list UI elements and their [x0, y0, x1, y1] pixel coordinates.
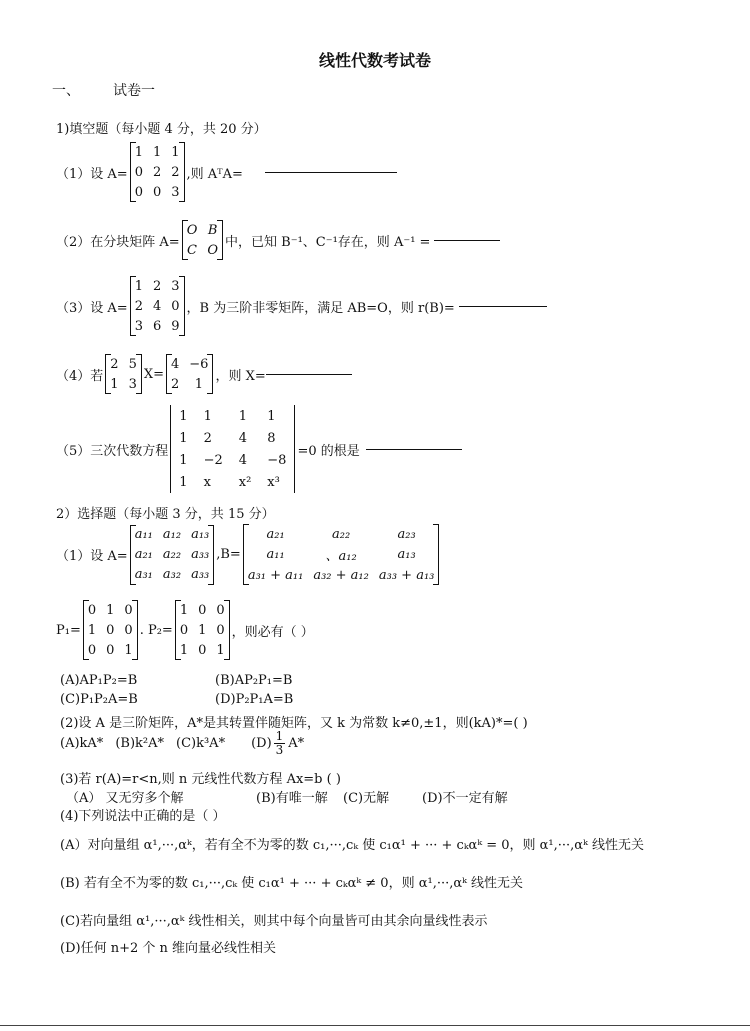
matrix-cell: 0 [87, 642, 97, 658]
matrix-row [175, 620, 230, 640]
matrix-cell: 4 [152, 298, 162, 314]
choice-q3-option-b: (B)有唯一解 [256, 791, 328, 806]
fill-q1-prefix: （1）设 A= [56, 166, 128, 182]
choice-q1-p-matrices [56, 600, 314, 660]
choice-q1-mid: ,B= [216, 547, 241, 562]
matrix-cell: a₁₂ [162, 527, 182, 542]
fill-q1-suffix: ,则 AᵀA= [186, 166, 243, 182]
choice-q1-option-a: (A)AP₁P₂=B [60, 673, 138, 688]
matrix-row [166, 354, 213, 374]
choice-q1-p2-label: . P₂= [139, 622, 173, 638]
matrix-cell: a₃₂ + a₁₂ [313, 567, 369, 583]
matrix-cell: 1 [87, 622, 97, 638]
matrix-cell: 1 [238, 408, 248, 424]
matrix-row [182, 220, 223, 240]
choice-q4-option-c: (C)若向量组 α¹,···,αᵏ 线性相关，则其中每个向量皆可由其余向量线性表示 [60, 914, 488, 929]
choice-q1-tail: ，则必有（ ） [231, 624, 314, 640]
choice-q1-option-c: (C)P₁P₂A=B [60, 692, 138, 707]
matrix-cell: a₂₁ [134, 547, 153, 562]
matrix-cell: O [186, 222, 198, 238]
choice-q2-option-d: (D) [251, 736, 272, 751]
matrix-cell: 、a₁₂ [325, 549, 357, 564]
fraction-numerator: 1 [275, 729, 284, 743]
matrix-cell: 6 [152, 318, 162, 334]
fill-q2-blank [434, 240, 500, 241]
matrix-row [130, 316, 185, 336]
choice-q1-matrices [56, 524, 441, 585]
matrix-cell: 3 [171, 184, 180, 200]
matrix-cell: a₃₃ [191, 547, 210, 562]
matrix-cell: 1 [179, 474, 188, 490]
choice-q1-option-b: (B)AP₂P₁=B [215, 673, 293, 688]
matrix-row [130, 276, 185, 296]
choice-q2-option-a: (A)kA* [60, 736, 104, 751]
choice-q1-p1-matrix [83, 600, 138, 660]
matrix-row [130, 565, 215, 585]
matrix-cell: x [203, 474, 211, 490]
choice-q4-option-d: (D)任何 n+2 个 n 维向量必线性相关 [60, 941, 277, 956]
matrix-cell: x³ [267, 474, 280, 490]
section-number: 一、 [52, 83, 80, 99]
matrix-cell: 2 [171, 376, 180, 392]
fill-q5-prefix: （5）三次代数方程 [56, 443, 169, 459]
matrix-cell: 1 [267, 408, 276, 424]
matrix-cell: 1 [134, 278, 143, 294]
matrix-cell: a₁₁ [266, 547, 285, 562]
matrix-row [182, 240, 223, 260]
fill-q4-prefix: （4）若 [56, 368, 104, 384]
matrix-row [243, 544, 440, 565]
matrix-cell: 1 [179, 602, 189, 618]
choice-q4-text: (4)下列说法中正确的是（ ） [60, 809, 226, 824]
matrix-cell: −2 [203, 452, 223, 468]
fill-q4-matrix-left [105, 354, 142, 394]
fill-q5 [56, 405, 462, 493]
matrix-row [171, 427, 294, 449]
choice-q4-option-a: (A）对向量组 α¹,···,αᵏ，若有全不为零的数 c₁,···,cₖ 使 c₁α¹ + ··· + cₖαᵏ = 0，则 α¹,···,αᵏ 线性无关 [60, 838, 644, 853]
matrix-row [130, 142, 185, 162]
fill-q5-suffix: =0 的根是 [297, 443, 360, 459]
matrix-row [175, 640, 230, 660]
fill-q4 [56, 354, 352, 394]
matrix-cell: 3 [134, 318, 143, 334]
choice-q4-option-b: (B) 若有全不为零的数 c₁,···,cₖ 使 c₁α¹ + ··· + cₖαᵏ ≠ 0，则 α¹,···,αᵏ 线性无关 [60, 876, 524, 891]
matrix-cell: 1 [179, 642, 189, 658]
fill-q5-blank [366, 449, 462, 450]
choice-q1-option-d: (D)P₂P₁A=B [215, 692, 294, 707]
matrix-row [166, 374, 213, 394]
fill-q1 [56, 142, 397, 202]
matrix-row [130, 545, 215, 565]
matrix-cell: 1 [152, 144, 162, 160]
matrix-cell: 2 [134, 298, 143, 314]
matrix-cell: 0 [106, 622, 115, 638]
matrix-cell: 0 [179, 622, 189, 638]
matrix-cell: a₁₁ [134, 527, 153, 542]
matrix-row [171, 405, 294, 427]
matrix-cell: B [207, 222, 218, 238]
matrix-cell: a₃₂ [162, 567, 182, 582]
choice-q2-fraction [274, 730, 286, 757]
scan-edge-line [0, 1025, 750, 1026]
matrix-cell: 4 [171, 356, 180, 372]
matrix-cell: 1 [198, 622, 207, 638]
matrix-cell: a₃₃ + a₁₃ [378, 567, 435, 583]
matrix-cell: a₃₁ + a₁₁ [247, 567, 304, 583]
matrix-row [130, 162, 185, 182]
matrix-cell: 1 [179, 430, 188, 446]
matrix-cell: 8 [267, 430, 276, 446]
fill-q2 [56, 220, 500, 260]
choice-q1-prefix: （1）设 A= [56, 549, 128, 564]
fill-q1-blank [265, 172, 397, 173]
matrix-cell: 1 [194, 376, 203, 392]
choice-q3-text: (3)若 r(A)=r<n,则 n 元线性代数方程 Ax=b ( ) [60, 772, 341, 787]
fill-q4-mid: X= [143, 366, 164, 382]
matrix-cell: 1 [216, 642, 225, 658]
matrix-cell: 5 [128, 356, 137, 372]
matrix-cell: 0 [216, 622, 225, 638]
matrix-cell: 0 [198, 642, 207, 658]
choice-q1-p2-matrix [175, 600, 230, 660]
matrix-cell: 2 [152, 278, 162, 294]
matrix-cell: 0 [198, 602, 207, 618]
matrix-cell: 4 [238, 452, 248, 468]
fill-q4-matrix-right [166, 354, 213, 394]
matrix-cell: a₁₃ [191, 527, 210, 542]
matrix-cell: 2 [152, 164, 162, 180]
matrix-cell: 0 [124, 602, 133, 618]
choice-q1-matrix-a [130, 525, 215, 585]
matrix-cell: 1 [124, 642, 133, 658]
fill-q3-matrix [130, 276, 185, 336]
matrix-row [83, 640, 138, 660]
matrix-row [83, 620, 138, 640]
matrix-cell: 2 [110, 356, 119, 372]
fill-q2-suffix: 中，已知 B⁻¹、C⁻¹存在，则 A⁻¹ = [225, 234, 431, 250]
matrix-cell: a₁₃ [397, 547, 416, 562]
fill-q4-blank [266, 374, 352, 375]
matrix-cell: 0 [171, 298, 180, 314]
matrix-cell: 2 [171, 164, 180, 180]
matrix-cell: a₂₂ [162, 547, 182, 562]
fill-q3-blank [459, 306, 547, 307]
choice-q1-matrix-b [243, 524, 440, 585]
matrix-row [130, 182, 185, 202]
choice-q2-text: (2)设 A 是三阶矩阵，A*是其转置伴随矩阵，又 k 为常数 k≠0,±1，则(kA)*=( ) [60, 716, 528, 731]
matrix-row [243, 565, 440, 585]
matrix-cell: 1 [106, 602, 115, 618]
matrix-cell: 0 [124, 622, 133, 638]
matrix-cell: 0 [152, 184, 162, 200]
fill-q3 [56, 276, 547, 336]
fill-q3-suffix: ，B 为三阶非零矩阵，满足 AB=O，则 r(B)= [186, 300, 455, 316]
matrix-cell: a₃₃ [191, 567, 210, 582]
matrix-cell: 0 [216, 602, 225, 618]
fill-q1-matrix [130, 142, 185, 202]
matrix-cell: 1 [179, 452, 188, 468]
matrix-row [130, 296, 185, 316]
page-title: 线性代数考试卷 [318, 51, 431, 70]
choice-q2-option-c: (C)k³A* [176, 736, 226, 751]
fill-q5-determinant [170, 405, 295, 493]
matrix-cell: 3 [128, 376, 137, 392]
fill-q4-suffix: ，则 X= [215, 368, 266, 384]
matrix-cell: 9 [171, 318, 180, 334]
choice-q3-option-d: (D)不一定有解 [422, 791, 508, 806]
choice-q3-option-a: （A） 又无穷多个解 [66, 791, 184, 806]
matrix-cell: 1 [203, 408, 212, 424]
fill-heading: 1)填空题（每小题 4 分，共 20 分） [56, 122, 267, 137]
matrix-cell: −8 [267, 452, 287, 468]
fill-q2-prefix: （2）在分块矩阵 A= [56, 234, 180, 250]
matrix-row [105, 354, 142, 374]
matrix-cell: 0 [106, 642, 115, 658]
matrix-cell: a₂₂ [332, 526, 351, 542]
matrix-cell: −6 [189, 356, 209, 372]
fill-q3-prefix: （3）设 A= [56, 300, 128, 316]
matrix-cell: 2 [203, 430, 212, 446]
choice-q1-p1-label: P₁= [56, 622, 81, 638]
matrix-cell: 0 [134, 164, 143, 180]
matrix-cell: 0 [134, 184, 143, 200]
matrix-cell: 3 [171, 278, 180, 294]
matrix-cell: a₂₃ [397, 526, 416, 542]
section-name: 试卷一 [113, 83, 155, 99]
matrix-cell: 4 [238, 430, 248, 446]
choice-q2-fraction-tail: A* [288, 736, 305, 751]
fill-q2-matrix [182, 220, 223, 260]
matrix-cell: a₂₁ [266, 526, 285, 542]
matrix-cell: 1 [171, 144, 180, 160]
choice-q3-option-c: (C)无解 [343, 791, 390, 806]
matrix-cell: 1 [110, 376, 119, 392]
choice-heading: 2）选择题（每小题 3 分，共 15 分） [56, 507, 275, 522]
matrix-cell: C [187, 242, 197, 258]
choice-q2-option-b: (B)k²A* [115, 736, 164, 751]
choice-q2-options [60, 730, 304, 757]
matrix-row [83, 600, 138, 620]
matrix-cell: x² [238, 474, 252, 490]
matrix-row [175, 600, 230, 620]
matrix-cell: 0 [87, 602, 97, 618]
fraction-denominator: 3 [275, 743, 284, 757]
matrix-cell: a₃₁ [134, 567, 153, 582]
matrix-cell: 1 [134, 144, 143, 160]
matrix-cell: 1 [179, 408, 188, 424]
matrix-row [243, 524, 440, 544]
matrix-row [171, 471, 294, 493]
matrix-row [171, 449, 294, 471]
matrix-cell: O [207, 242, 219, 258]
matrix-row [105, 374, 142, 394]
matrix-row [130, 525, 215, 545]
